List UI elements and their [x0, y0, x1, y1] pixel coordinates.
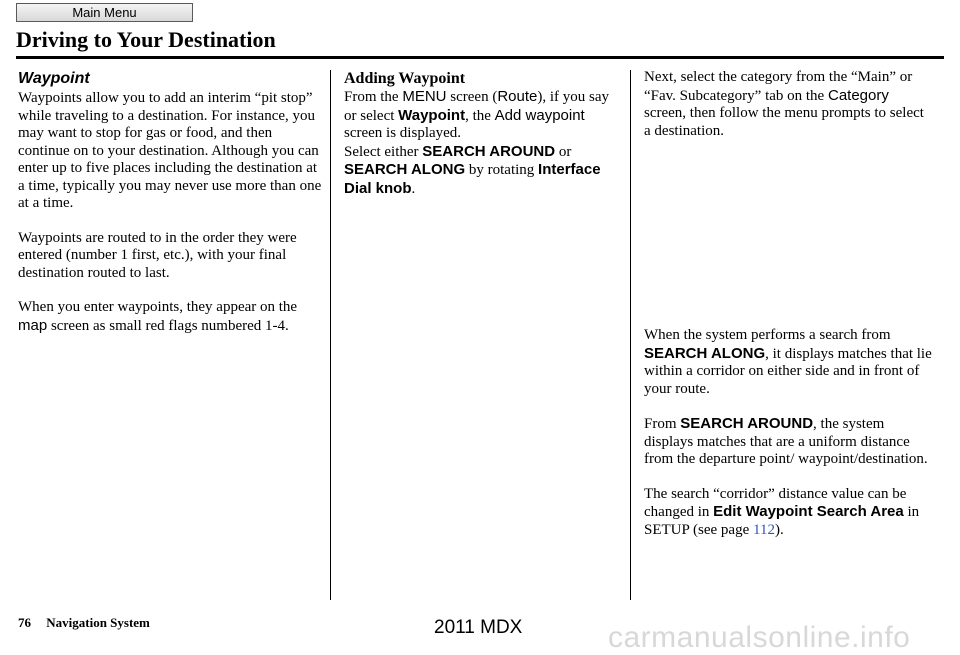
- model-watermark: 2011 MDX: [434, 617, 523, 638]
- column-search: [644, 69, 934, 556]
- map-term: map: [18, 316, 48, 334]
- title-rule: [16, 56, 944, 59]
- column-adding-waypoint: [344, 69, 622, 198]
- page-title: Driving to Your Destination: [16, 27, 276, 52]
- route-term: Route: [497, 88, 538, 105]
- page-112-link[interactable]: 112: [753, 521, 775, 538]
- add-waypoint-term: Add waypoint: [494, 106, 585, 124]
- column-waypoint: [18, 69, 323, 352]
- footer-section: Navigation System: [46, 615, 150, 630]
- column-divider-2: [630, 70, 631, 600]
- column-divider-1: [330, 70, 331, 600]
- site-watermark: carmanualsonline.info: [608, 621, 911, 654]
- waypoint-term: Waypoint: [398, 106, 466, 124]
- waypoint-heading: Waypoint: [18, 70, 90, 87]
- waypoint-paragraph-1: Waypoints allow you to add an interim “pit stop” while traveling to a destination. For instance, you may want to stop for gas or food, and then continue on to your destination. Although you can enter up to five places including the destination at a time, typically you may never use more than one at a time.: [18, 90, 322, 211]
- adding-waypoint-heading: Adding Waypoint: [344, 70, 466, 87]
- waypoint-paragraph-3: When you enter waypoints, they appear on the map screen as small red flags numbered 1-4.: [18, 299, 298, 334]
- category-paragraph: Next, select the category from the “Main” or “Fav. Subcategory” tab on the Category screen, then follow the menu prompts to select a destination.: [644, 69, 924, 139]
- edit-waypoint-term: Edit Waypoint Search Area: [713, 503, 904, 520]
- search-around-term: SEARCH AROUND: [422, 142, 556, 160]
- interface-dial-term: Interface Dial knob: [344, 161, 601, 197]
- adding-waypoint-step-1: From the MENU screen (Route), if you say or select Waypoint, the Add waypoint screen is displayed.: [344, 88, 610, 141]
- page-number: 76: [18, 615, 31, 630]
- main-menu-button[interactable]: Main Menu: [16, 3, 193, 22]
- search-along-term-2: SEARCH ALONG: [644, 344, 766, 362]
- adding-waypoint-step-2: Select either SEARCH AROUND or SEARCH ALONG by rotating Interface Dial knob.: [344, 142, 601, 197]
- menu-term: MENU: [402, 88, 447, 105]
- search-along-paragraph: When the system performs a search from SEARCH ALONG, it displays matches that lie within a corridor on either side and in front of your route.: [644, 327, 932, 397]
- search-around-term-2: SEARCH AROUND: [680, 415, 814, 432]
- corridor-paragraph: The search “corridor” distance value can be changed in Edit Waypoint Search Area in SETUP (see page 112).: [644, 485, 920, 538]
- search-around-paragraph: From SEARCH AROUND, the system displays matches that are a uniform distance from the departure point/ waypoint/destination.: [644, 415, 928, 467]
- category-term: Category: [827, 86, 889, 104]
- waypoint-paragraph-2: Waypoints are routed to in the order they were entered (number 1 first, etc.), with your final destination routed to last.: [18, 229, 297, 281]
- search-along-term: SEARCH ALONG: [344, 161, 466, 178]
- page-footer: [18, 615, 150, 631]
